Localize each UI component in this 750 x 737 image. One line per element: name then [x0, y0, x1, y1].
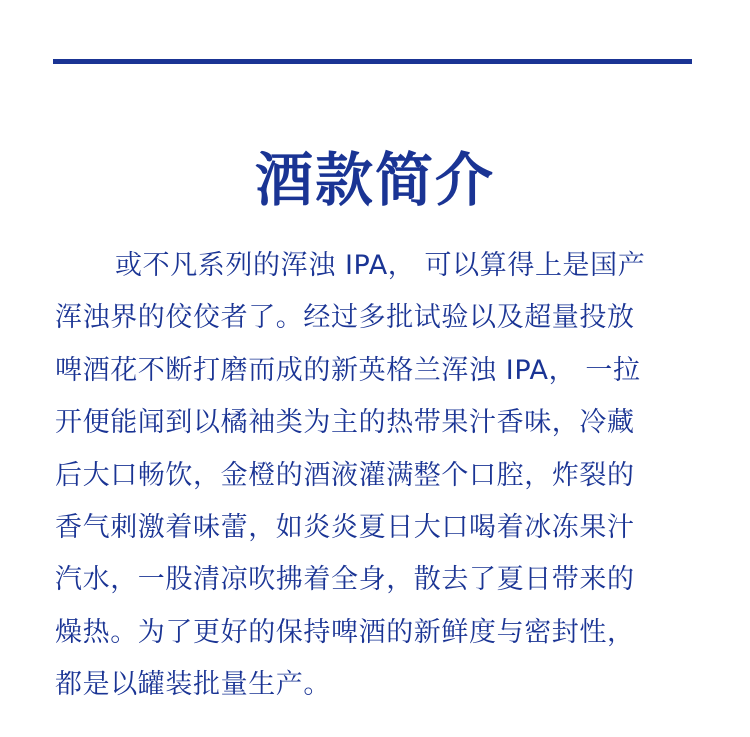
- top-divider-rule: [53, 59, 692, 64]
- paragraph-line: 都是以罐装批量生产。: [55, 669, 331, 701]
- paragraph-line: 啤酒花不断打磨而成的新英格兰浑浊 IPA， 一拉: [55, 354, 641, 386]
- paragraph-line: 开便能闻到以橘袖类为主的热带果汁香味，冷藏: [55, 407, 635, 439]
- paragraph-line: 浑浊界的佼佼者了。经过多批试验以及超量投放: [55, 302, 635, 334]
- section-title: 酒款简介: [254, 146, 495, 214]
- paragraph-line: 香气刺激着味蕾，如炎炎夏日大口喝着冰冻果汁: [55, 511, 635, 543]
- paragraph-line: 汽水，一股清凉吹拂着全身，散去了夏日带来的: [55, 564, 635, 596]
- paragraph-line: 后大口畅饮，金橙的酒液灌满整个口腔，炸裂的: [55, 459, 635, 491]
- paragraph-line: 燥热。为了更好的保持啤酒的新鲜度与密封性，: [55, 616, 635, 648]
- paragraph-line: 或不凡系列的浑浊 IPA， 可以算得上是国产: [115, 250, 646, 281]
- description-paragraph: [55, 240, 680, 712]
